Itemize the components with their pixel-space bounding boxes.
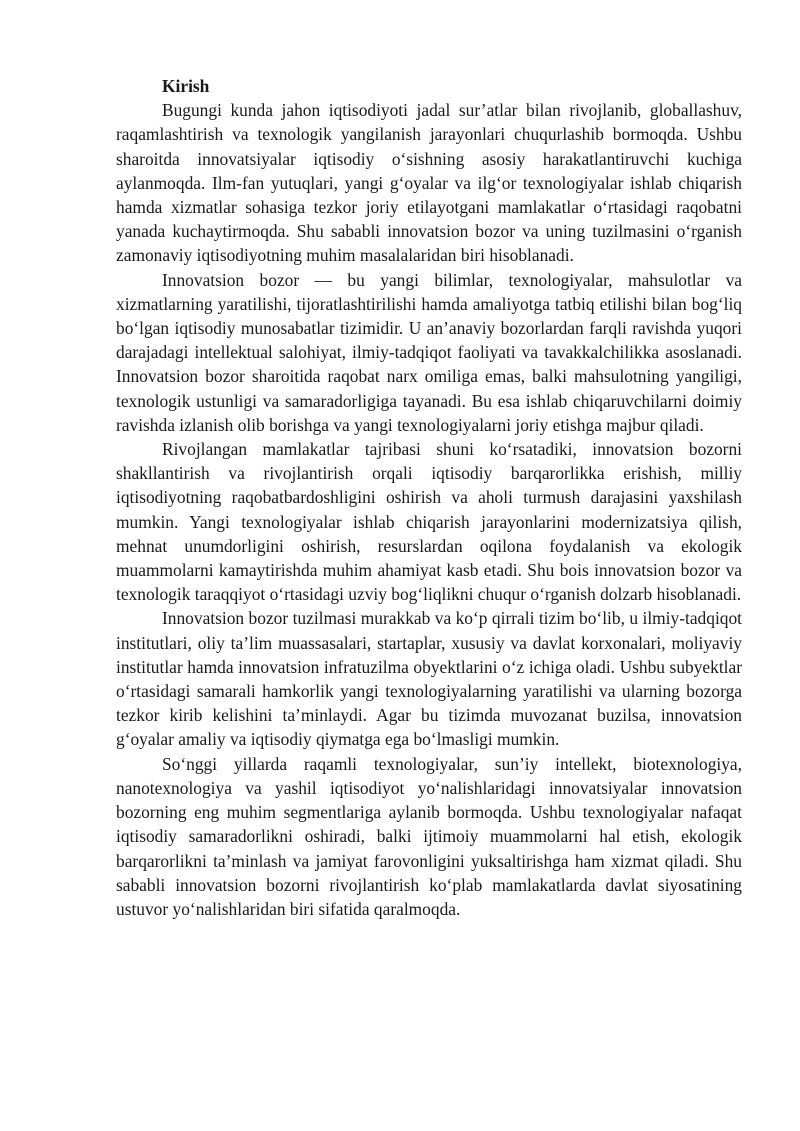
paragraph-1: Bugungi kunda jahon iqtisodiyoti jadal sur’atlar bilan rivojlanib, globallashuv, raqamlashtirish va texnologik yangilanish jarayonlari chuqurlashib bormoqda. Ushbu sharoitda innovatsiyalar iqtisodiy o‘sishning asosiy harakatlantiruvchi kuchiga aylanmoqda. Ilm-fan yutuqlari, yangi g‘oyalar va ilg‘or texnologiyalar ishlab chiqarish hamda xizmatlar sohasiga tezkor joriy etilayotgani mamlakatlar o‘rtasidagi raqobatni yanada kuchaytirmoqda. Shu sababli innovatsion bozor va uning tuzilmasini o‘rganish zamonaviy iqtisodiyotning muhim masalalaridan biri hisoblanadi. xyxy=(116,100,742,266)
paragraph-3: Rivojlangan mamlakatlar tajribasi shuni ko‘rsatadiki, innovatsion bozorni shakllantirish va rivojlantirish orqali iqtisodiy barqarorlikka erishish, milliy iqtisodiyotning raqobatbardoshligini oshirish va aholi turmush darajasini yaxshilash mumkin. Yangi texnologiyalar ishlab chiqarish jarayonlarini modernizatsiya qilish, mehnat unumdorligini oshirish, resurslardan oqilona foydalanish va ekologik muammolarni kamaytirishda muhim ahamiyat kasb etadi. Shu bois innovatsion bozor va texnologik taraqqiyot o‘rtasidagi uzviy bog‘liqlikni chuqur o‘rganish dolzarb hisoblanadi. xyxy=(116,439,742,605)
paragraph-2: Innovatsion bozor — bu yangi bilimlar, texnologiyalar, mahsulotlar va xizmatlarning yaratilishi, tijoratlashtirilishi hamda amaliyotga tatbiq etilishi bilan bog‘liq bo‘lgan iqtisodiy munosabatlar tizimidir. U an’anaviy bozorlardan farqli ravishda yuqori darajadagi intellektual salohiyat, ilmiy-tadqiqot faoliyati va tavakkalchilikka asoslanadi. Innovatsion bozor sharoitida raqobat narx omiliga emas, balki mahsulotning yangiligi, texnologik ustunligi va samaradorligiga tayanadi. Bu esa ishlab chiqaruvchilarni doimiy ravishda izlanish olib borishga va yangi texnologiyalarni joriy etishga majbur qiladi. xyxy=(116,269,742,435)
document-page xyxy=(116,74,742,921)
section-heading: Kirish xyxy=(162,76,210,96)
paragraph-4: Innovatsion bozor tuzilmasi murakkab va ko‘p qirrali tizim bo‘lib, u ilmiy-tadqiqot institutlari, oliy ta’lim muassasalari, startaplar, xususiy va davlat korxonalari, moliyaviy institutlar hamda innovatsion infratuzilma obyektlarini o‘z ichiga oladi. Ushbu subyektlar o‘rtasidagi samarali hamkorlik yangi texnologiyalarning yaratilishi va ularning bozorga tezkor kirib kelishini ta’minlaydi. Agar bu tizimda muvozanat buzilsa, innovatsion g‘oyalar amaliy va iqtisodiy qiymatga ega bo‘lmasligi mumkin. xyxy=(116,608,742,750)
paragraph-5: So‘nggi yillarda raqamli texnologiyalar, sun’iy intellekt, biotexnologiya, nanotexnologiya va yashil iqtisodiyot yo‘nalishlaridagi innovatsiyalar innovatsion bozorning eng muhim segmentlariga aylanib bormoqda. Ushbu texnologiyalar nafaqat iqtisodiy samaradorlikni oshiradi, balki ijtimoiy muammolarni hal etish, ekologik barqarorlikni ta’minlash va jamiyat farovonligini yuksaltirishga ham xizmat qiladi. Shu sababli innovatsion bozorni rivojlantirish ko‘plab mamlakatlarda davlat siyosatining ustuvor yo‘nalishlaridan biri sifatida qaralmoqda. xyxy=(116,753,742,919)
